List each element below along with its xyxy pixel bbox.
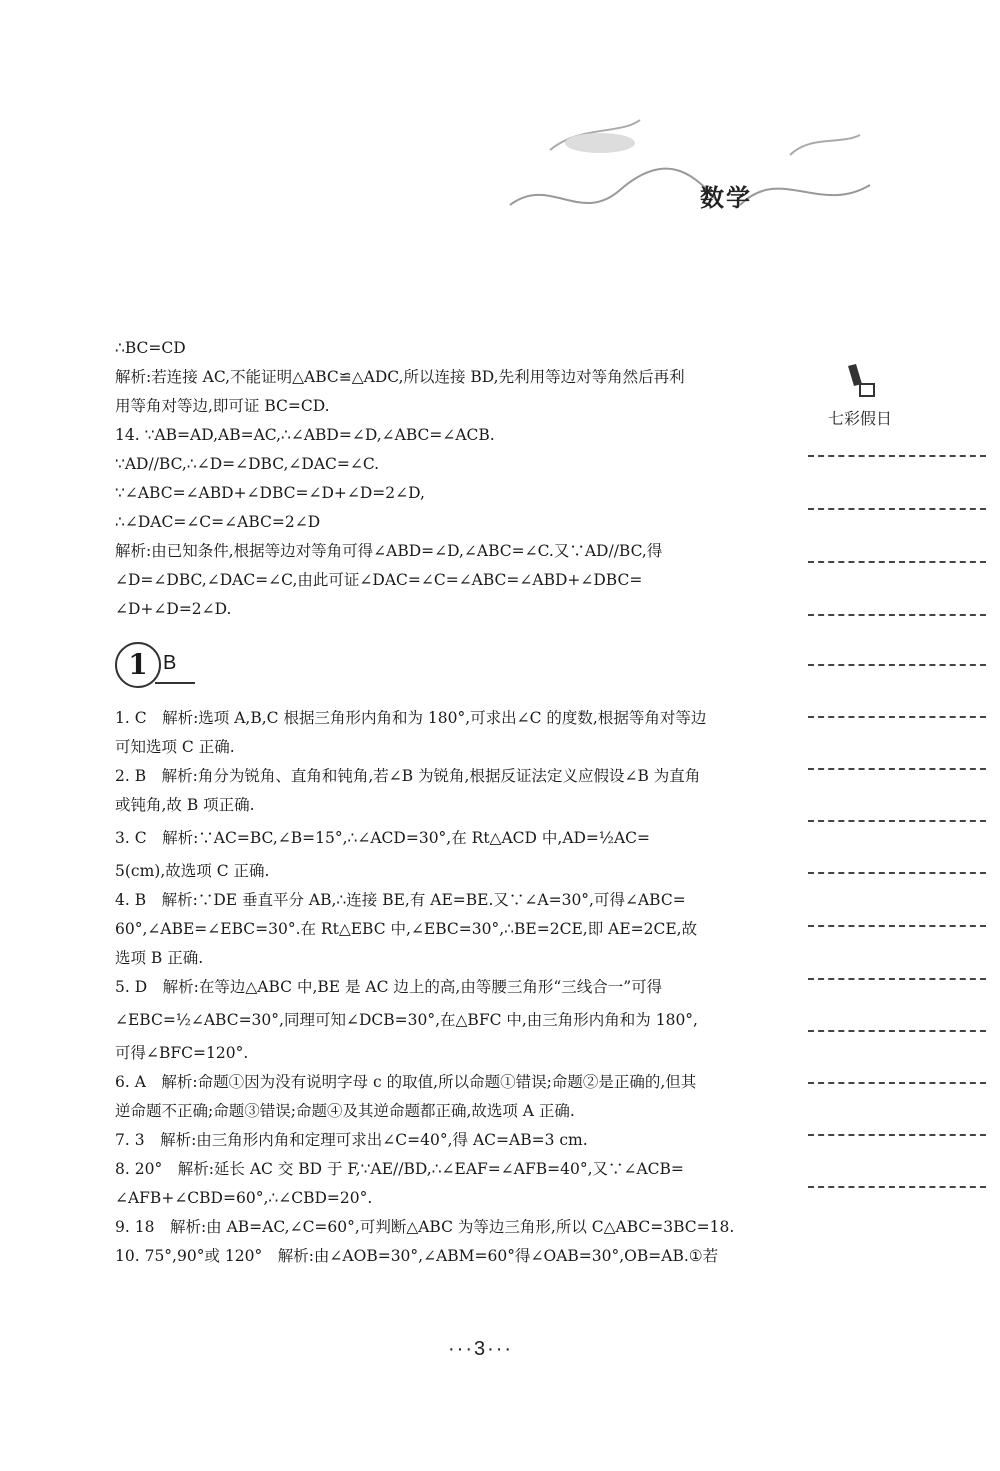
text-line: 1. C 解析:选项 A,B,C 根据三角形内角和为 180°,可求出∠C 的度数,根据等角对等边 <box>115 709 707 727</box>
text-line: 选项 B 正确. <box>115 949 204 967</box>
text-line: ∠D+∠D=2∠D. <box>115 600 232 618</box>
text-line: 或钝角,故 B 项正确. <box>115 796 255 814</box>
text-line: ∴BC=CD <box>115 339 186 357</box>
text-line: 6. A 解析:命题①因为没有说明字母 c 的取值,所以命题①错误;命题②是正确的,但其 <box>115 1073 697 1091</box>
text-line: 14. ∵AB=AD,AB=AC,∴∠ABD=∠D,∠ABC=∠ACB. <box>115 426 495 444</box>
text-line: ∠AFB+∠CBD=60°,∴∠CBD=20°. <box>115 1189 373 1207</box>
section-underline <box>155 682 195 684</box>
text-line: 5. D 解析:在等边△ABC 中,BE 是 AC 边上的高,由等腰三角形“三线合一”可得 <box>115 978 663 996</box>
pen-icon <box>842 362 878 402</box>
text-line: 3. C 解析:∵AC=BC,∠B=15°,∴∠ACD=30°,在 Rt△ACD 中,AD=½AC= <box>115 829 650 847</box>
text-line: 可得∠BFC=120°. <box>115 1044 249 1062</box>
answer-content <box>115 334 755 1271</box>
subject-title: 数学 <box>700 183 752 212</box>
text-line: ∵∠ABC=∠ABD+∠DBC=∠D+∠D=2∠D, <box>115 484 425 502</box>
section-number: 1 <box>115 642 161 688</box>
section-heading <box>115 638 755 694</box>
header-decoration <box>490 95 910 245</box>
text-line: 2. B 解析:角分为锐角、直角和钝角,若∠B 为锐角,根据反证法定义应假设∠B 为直角 <box>115 767 701 785</box>
text-line: 60°,∠ABE=∠EBC=30°.在 Rt△EBC 中,∠EBC=30°,∴BE=2CE,即 AE=2CE,故 <box>115 920 698 938</box>
text-line: 解析:由已知条件,根据等边对等角可得∠ABD=∠D,∠ABC=∠C.又∵AD//BC,得 <box>115 542 663 560</box>
sidebar-title: 七彩假日 <box>828 411 893 428</box>
section-letter: B <box>163 652 177 674</box>
text-line: ∵AD//BC,∴∠D=∠DBC,∠DAC=∠C. <box>115 455 380 473</box>
page-number: ···3··· <box>448 1338 514 1360</box>
text-line: 10. 75°,90°或 120° 解析:由∠AOB=30°,∠ABM=60°得∠OAB=30°,OB=AB.①若 <box>115 1247 719 1265</box>
text-line: 用等角对等边,即可证 BC=CD. <box>115 397 330 415</box>
text-line: 5(cm),故选项 C 正确. <box>115 862 270 880</box>
text-line: 8. 20° 解析:延长 AC 交 BD 于 F,∵AE//BD,∴∠EAF=∠AFB=40°,又∵∠ACB= <box>115 1160 684 1178</box>
text-line: 解析:若连接 AC,不能证明△ABC≌△ADC,所以连接 BD,先利用等边对等角然后再利 <box>115 368 685 386</box>
page-number-value: 3 <box>473 1338 488 1360</box>
text-line: ∴∠DAC=∠C=∠ABC=2∠D <box>115 513 321 531</box>
text-line: ∠D=∠DBC,∠DAC=∠C,由此可证∠DAC=∠C=∠ABC=∠ABD+∠DBC= <box>115 571 643 589</box>
text-line: ∠EBC=½∠ABC=30°,同理可知∠DCB=30°,在△BFC 中,由三角形内角和为 180°, <box>115 1011 698 1029</box>
text-line: 逆命题不正确;命题③错误;命题④及其逆命题都正确,故选项 A 正确. <box>115 1102 575 1120</box>
text-line: 9. 18 解析:由 AB=AC,∠C=60°,可判断△ABC 为等边三角形,所以 C△ABC=3BC=18. <box>115 1218 735 1236</box>
text-line: 7. 3 解析:由三角形内角和定理可求出∠C=40°,得 AC=AB=3 cm. <box>115 1131 588 1149</box>
text-line: 4. B 解析:∵DE 垂直平分 AB,∴连接 BE,有 AE=BE.又∵∠A=30°,可得∠ABC= <box>115 891 686 909</box>
text-line: 可知选项 C 正确. <box>115 738 235 756</box>
